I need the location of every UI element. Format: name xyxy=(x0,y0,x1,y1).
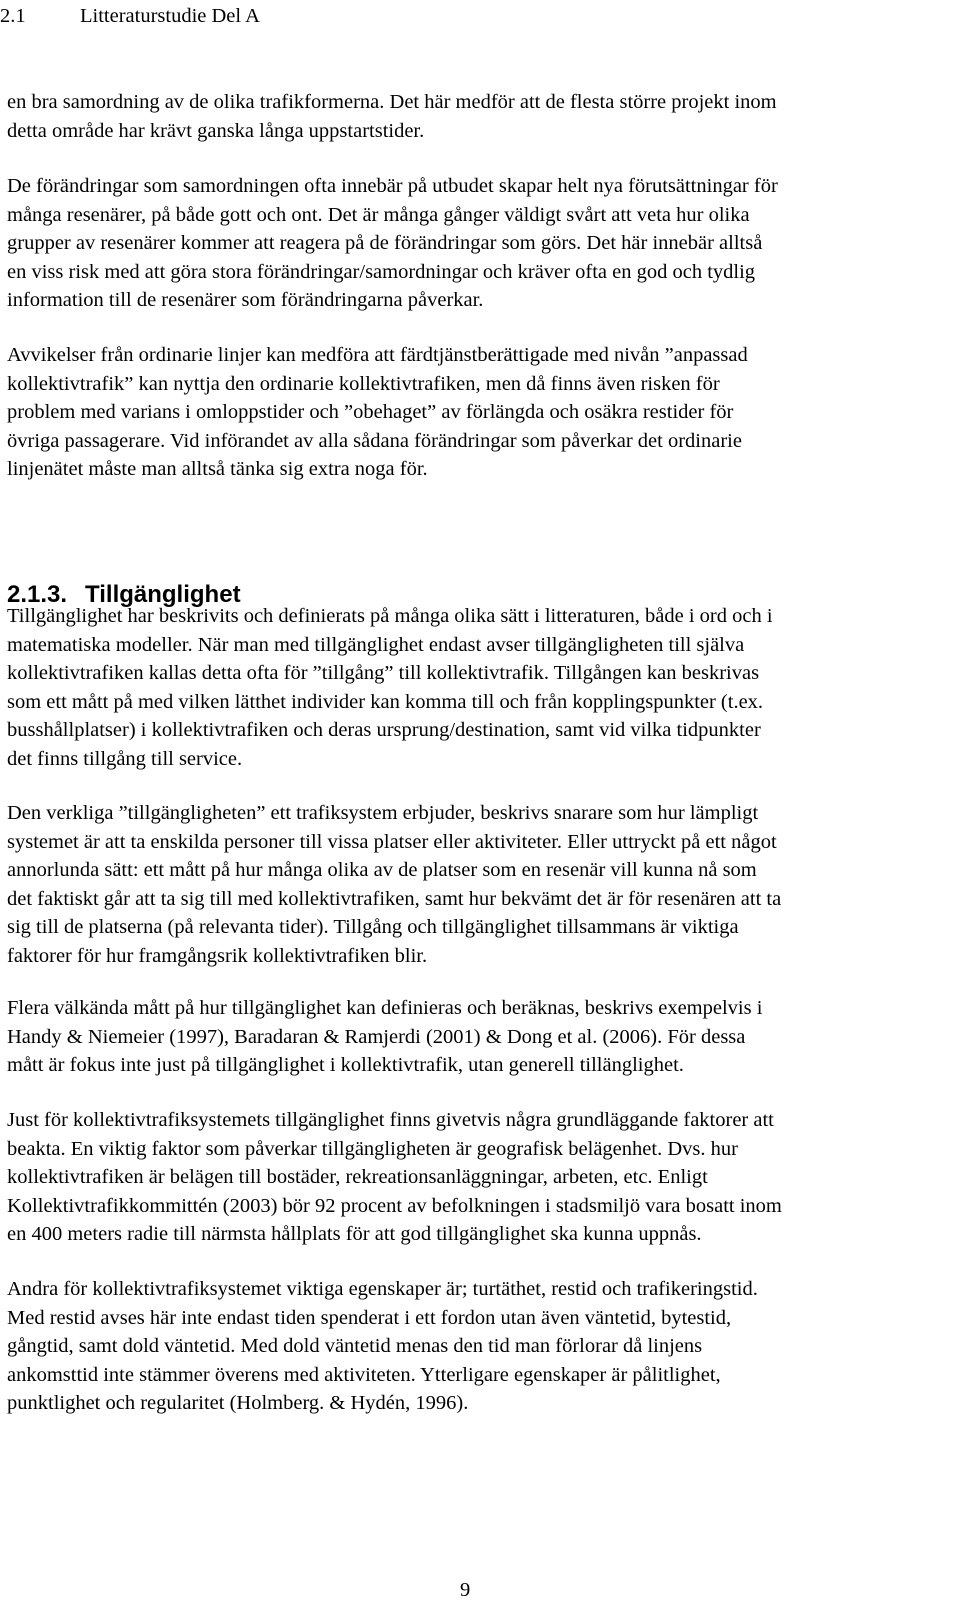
text-line: Avvikelser från ordinarie linjer kan medföra att färdtjänstberättigade med nivån ”anpassad xyxy=(7,344,748,366)
section-paragraph-1 xyxy=(7,602,947,773)
text-line: punktlighet och regularitet (Holmberg. & Hydén, 1996). xyxy=(7,1392,469,1414)
section-paragraph-5 xyxy=(7,1275,947,1418)
text-line: detta område har krävt ganska långa uppstartstider. xyxy=(7,119,425,142)
text-line: Flera välkända mått på hur tillgänglighet kan definieras och beräknas, beskrivs exempelvis i xyxy=(7,997,763,1019)
text-line: Tillgänglighet har beskrivits och definierats på många olika sätt i litteraturen, både i ord och i xyxy=(7,605,773,627)
text-line: en viss risk med att göra stora förändringar/samordningar och kräver ofta en god och tydlig xyxy=(7,260,756,283)
paragraph-2 xyxy=(7,172,947,315)
text-line: kollektivtrafiken kallas detta ofta för ”tillgång” till kollektivtrafik. Tillgången kan beskrivas xyxy=(7,662,760,684)
text-line: faktorer för hur framgångsrik kollektivtrafiken blir. xyxy=(7,944,428,967)
text-line: en 400 meters radie till närmsta hållplats för att god tillgänglighet ska kunna uppnås. xyxy=(7,1223,702,1245)
text-line: kollektivtrafiken är belägen till bostäder, rekreationsanläggningar, arbeten, etc. Enligt xyxy=(7,1166,708,1188)
text-line: det faktiskt går att ta sig till med kollektivtrafiken, samt hur bekvämt det är för resenären att ta xyxy=(7,887,782,910)
text-line: gångtid, samt dold väntetid. Med dold väntetid menas den tid man förlorar då linjens xyxy=(7,1335,703,1357)
text-line: Den verkliga ”tillgängligheten” ett trafiksystem erbjuder, beskrivs snarare som hur lämpligt xyxy=(7,802,759,824)
page-number: 9 xyxy=(460,1579,471,1601)
text-line: Just för kollektivtrafiksystemets tillgänglighet finns givetvis några grundläggande faktorer att xyxy=(7,1109,774,1131)
text-line: matematiska modeller. När man med tillgänglighet endast avser tillgängligheten till själva xyxy=(7,633,745,656)
section-number: 2.1.3. xyxy=(7,581,68,608)
text-line: Handy & Niemeier (1997), Baradaran & Ramjerdi (2001) & Dong et al. (2006). För dessa xyxy=(7,1025,746,1048)
text-line: Med restid avses här inte endast tiden spenderat i ett fordon utan även väntetid, bytestid, xyxy=(7,1306,732,1329)
text-line: systemet är att ta enskilda personer till vissa platser eller aktiviteter. Eller uttryckt på ett något xyxy=(7,830,777,853)
text-line: mått är fokus inte just på tillgänglighet i kollektivtrafik, utan generell tillänglighet. xyxy=(7,1054,684,1076)
text-line: många resenärer, på både gott och ont. Det är många gånger väldigt svårt att veta hur olika xyxy=(7,203,750,226)
text-line: en bra samordning av de olika trafikformerna. Det här medför att de flesta större projekt inom xyxy=(7,91,777,113)
text-line: Kollektivtrafikkommittén (2003) bör 92 procent av befolkningen i stadsmiljö vara bosatt inom xyxy=(7,1194,782,1217)
chapter-number: 2.1 xyxy=(0,5,26,27)
text-line: busshållplatser) i kollektivtrafiken och deras ursprung/destination, samt vid vilka tidpunkter xyxy=(7,719,761,741)
text-line: som ett mått på med vilken lätthet individer kan komma till och från kopplingspunkter (t.ex. xyxy=(7,690,764,713)
paragraph-1 xyxy=(7,88,947,145)
section-paragraph-3 xyxy=(7,994,947,1080)
section-paragraph-2 xyxy=(7,799,947,970)
text-line: annorlunda sätt: ett mått på hur många olika av de platser som en resenär vill kunna nå som xyxy=(7,859,757,881)
text-line: linjenätet måste man alltså tänka sig extra noga för. xyxy=(7,458,428,480)
text-line: Andra för kollektivtrafiksystemet viktiga egenskaper är; turtäthet, restid och trafikeringstid. xyxy=(7,1278,758,1300)
chapter-title: Litteraturstudie Del A xyxy=(80,5,260,27)
text-line: ankomsttid inte stämmer överens med aktiviteten. Ytterligare egenskaper är pålitlighet, xyxy=(7,1363,721,1386)
text-line: information till de resenärer som förändringarna påverkar. xyxy=(7,289,484,311)
text-line: De förändringar som samordningen ofta innebär på utbudet skapar helt nya förutsättningar för xyxy=(7,175,778,197)
page-header xyxy=(0,0,960,30)
text-line: beakta. En viktig faktor som påverkar tillgängligheten är geografisk belägenhet. Dvs. hur xyxy=(7,1137,738,1160)
text-line: kollektivtrafik” kan nyttja den ordinarie kollektivtrafiken, men då finns även risken för xyxy=(7,372,720,395)
text-line: sig till de platserna (på relevanta tider). Tillgång och tillgänglighet tillsammans är viktiga xyxy=(7,916,739,938)
text-line: övriga passagerare. Vid införandet av alla sådana förändringar som påverkar det ordinarie xyxy=(7,429,742,452)
section-paragraph-4 xyxy=(7,1106,947,1249)
text-line: det finns tillgång till service. xyxy=(7,747,243,770)
text-line: problem med varians i omloppstider och ”obehaget” av förlängda och osäkra restider för xyxy=(7,401,734,423)
section-title: Tillgänglighet xyxy=(85,581,241,608)
paragraph-3 xyxy=(7,341,947,484)
text-line: grupper av resenärer kommer att reagera på de förändringar som görs. Det här innebär alltså xyxy=(7,232,763,254)
